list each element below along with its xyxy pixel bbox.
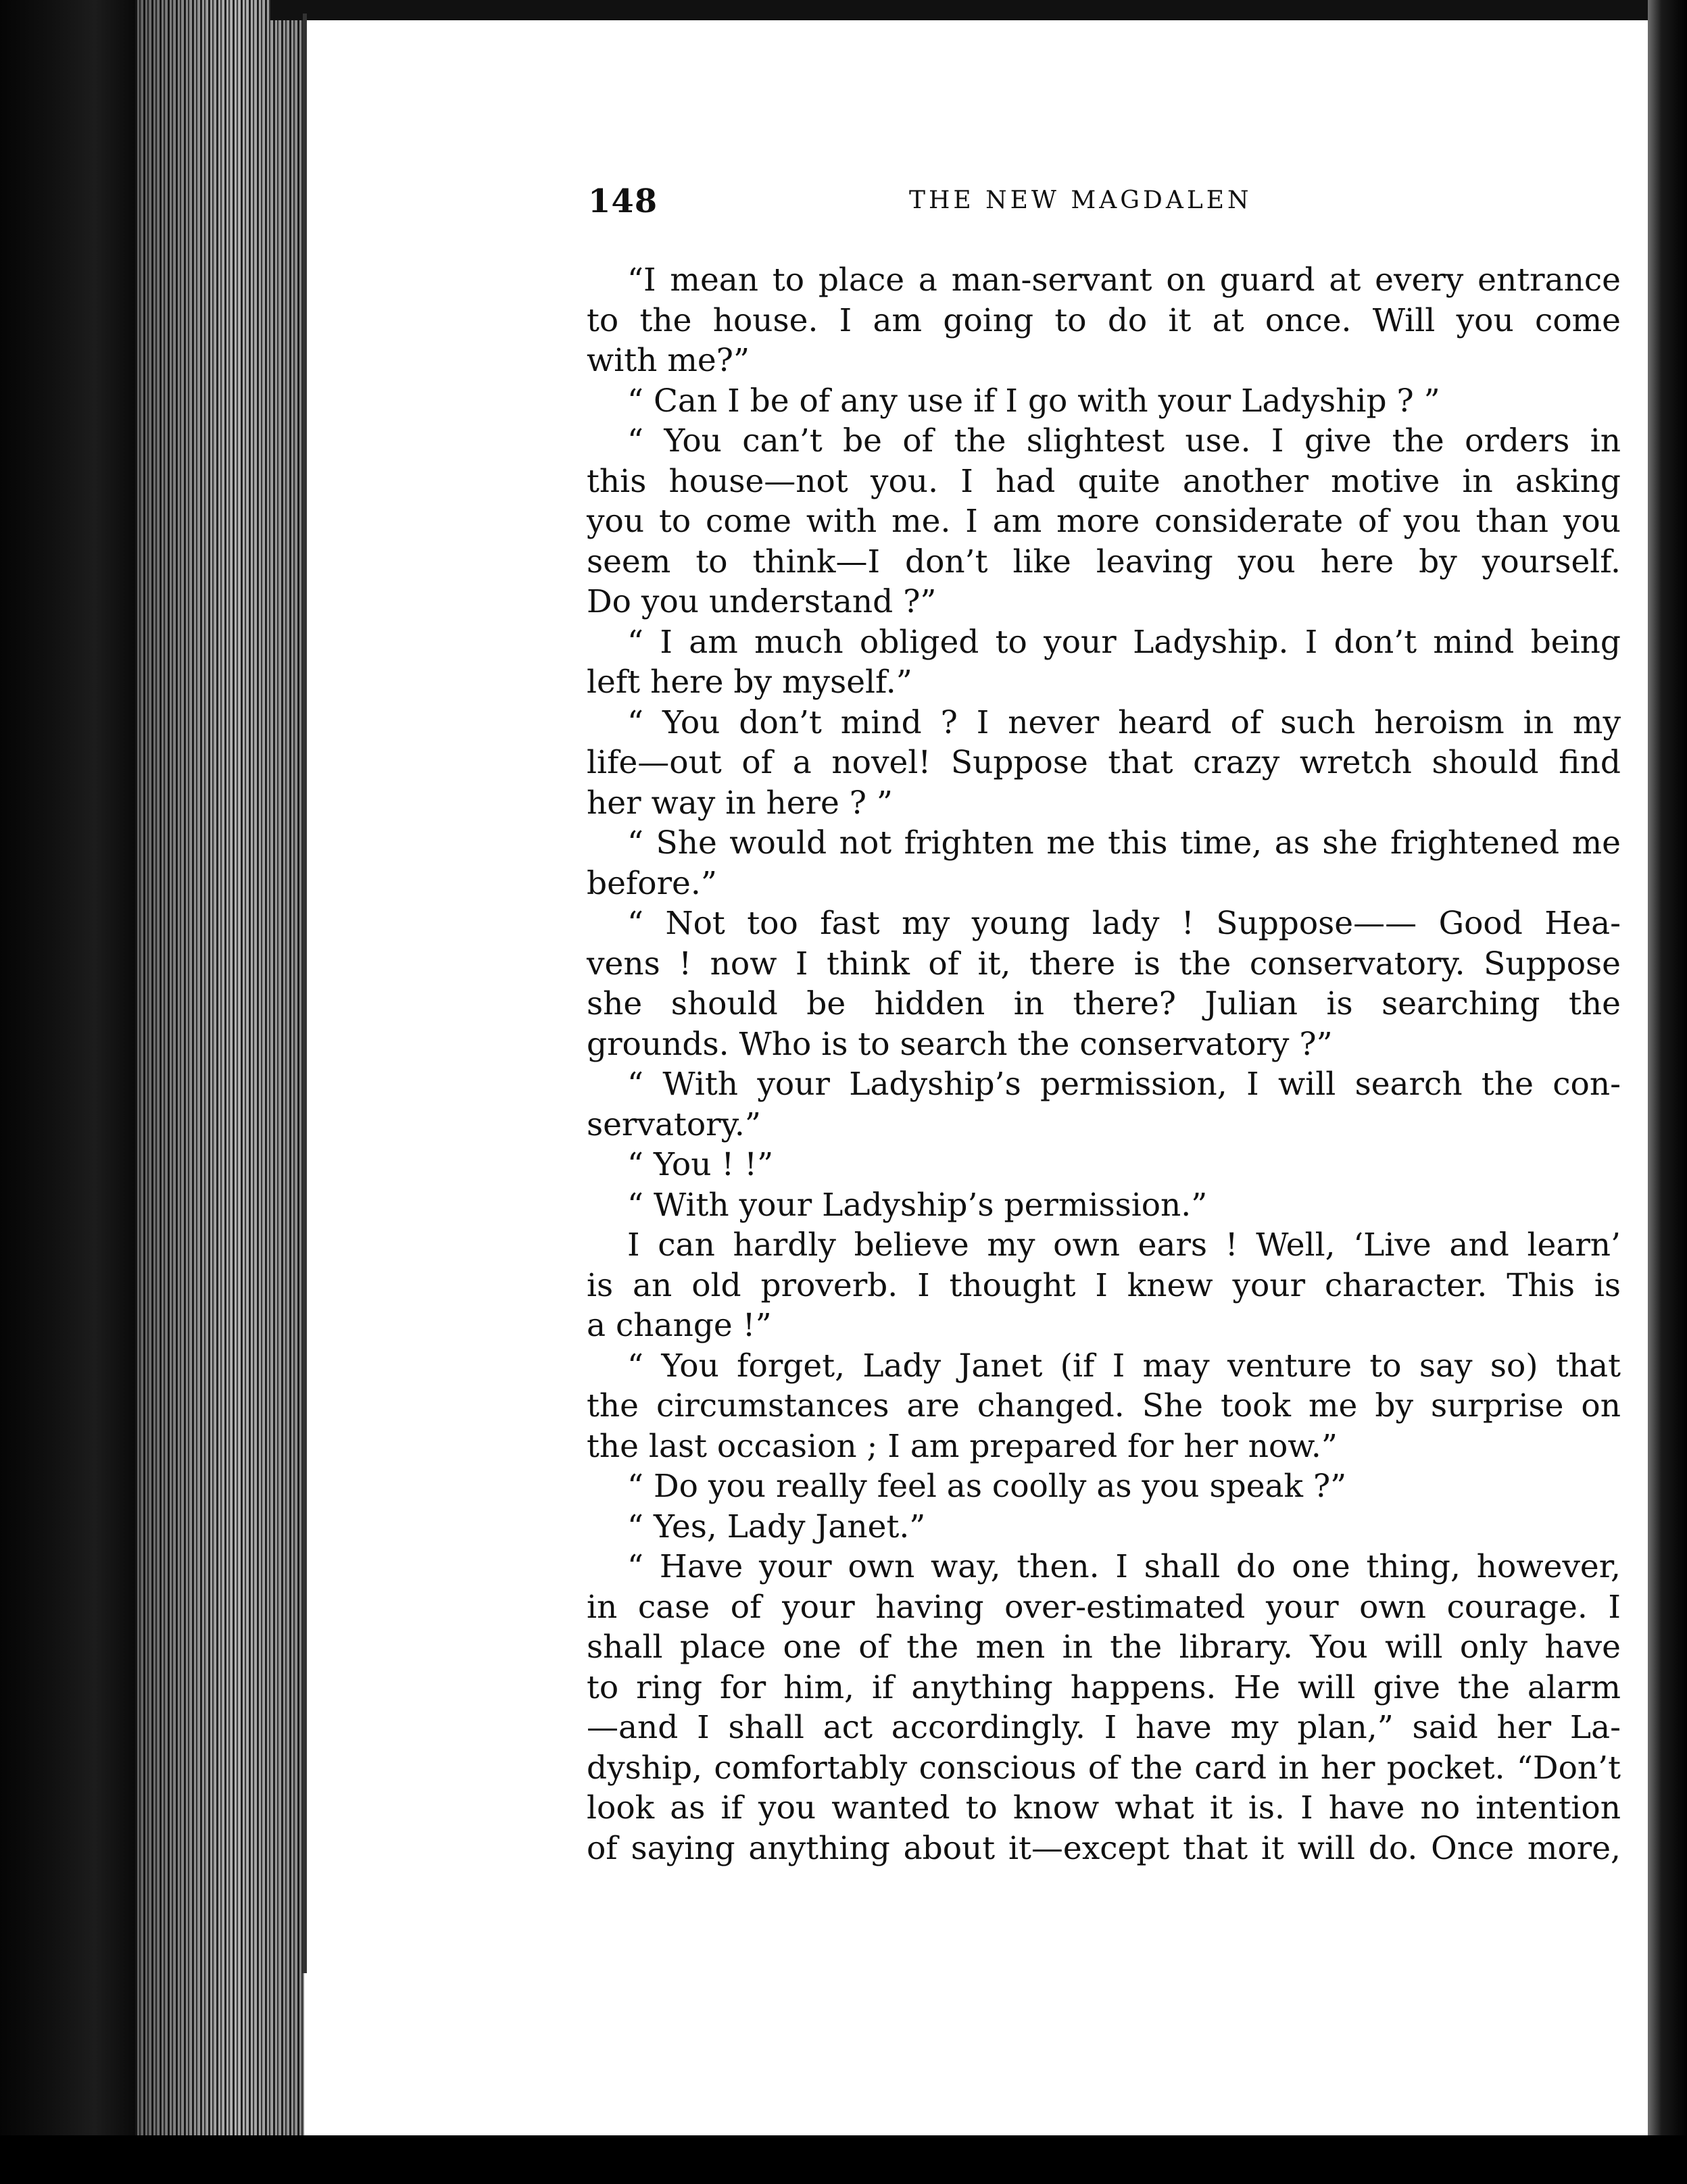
text-line: the last occasion ; I am prepared for her now.” [587,1427,1338,1465]
right-border [1648,0,1687,2184]
text-line: grounds. Who is to search the conservatory ?” [587,1025,1333,1063]
text-line: a change !” [587,1307,772,1344]
text-line: “ Yes, Lady Janet.” [627,1508,926,1545]
text-line: “ You forget, Lady Janet (if I may venture to say so) that [627,1347,1621,1385]
text-line: —and I shall act accordingly. I have my plan,” said her La- [587,1709,1621,1746]
text-line: you to come with me. I am more considerate of you than you [587,503,1621,540]
page-number: 148 [588,182,658,220]
text-line: with me?” [587,342,750,379]
text-line: “ I am much obliged to your Ladyship. I don’t mind being [627,623,1621,661]
text-line: left here by myself.” [587,664,912,701]
text-line: “ Can I be of any use if I go with your Ladyship ? ” [627,382,1440,420]
text-line: the circumstances are changed. She took me by surprise on [587,1387,1621,1424]
text-line: “ You can’t be of the slightest use. I give the orders in [627,422,1621,460]
page-header [588,182,1615,226]
text-line: “ With your Ladyship’s permission, I will search the con- [627,1066,1621,1103]
body-text [587,260,1621,1868]
text-line: “ She would not frighten me this time, as she frightened me [627,824,1621,862]
page-gutter [303,14,307,1973]
text-line: “ You don’t mind ? I never heard of such heroism in my [627,703,1621,741]
text-line: before.” [587,864,717,902]
text-line: seem to think—I don’t like leaving you here by yourself. [587,543,1621,580]
text-line: her way in here ? ” [587,784,893,822]
text-line: “ With your Ladyship’s permission.” [627,1186,1208,1224]
text-line: is an old proverb. I thought I knew your character. This is [587,1266,1621,1304]
book-cover-edge [0,0,135,2184]
text-line: she should be hidden in there? Julian is searching the [587,985,1621,1022]
text-line: “ Not too fast my young lady ! Suppose—— Good Hea- [627,905,1621,942]
text-line: I can hardly believe my own ears ! Well, ‘Live and learn’ [627,1226,1621,1264]
text-line: in case of your having over-estimated your own courage. I [587,1588,1621,1626]
page-stack-shadow [135,0,304,2184]
text-line: to the house. I am going to do it at once. Will you come [587,301,1621,339]
text-line: “I mean to place a man-servant on guard at every entrance [627,262,1621,299]
text-line: Do you understand ?” [587,583,937,620]
running-title: THE NEW MAGDALEN [909,187,1252,214]
text-line: dyship, comfortably conscious of the card in her pocket. “Don’t [587,1749,1621,1787]
text-line: this house—not you. I had quite another motive in asking [587,462,1621,500]
text-line: vens ! now I think of it, there is the conservatory. Suppose [587,945,1621,983]
text-line: shall place one of the men in the library. You will only have [587,1629,1621,1666]
bottom-border [0,2135,1687,2184]
text-line: “ You ! !” [627,1146,774,1183]
top-border [270,0,1687,20]
text-line: “ Have your own way, then. I shall do one thing, however, [627,1548,1621,1585]
text-line: to ring for him, if anything happens. He will give the alarm [587,1668,1621,1706]
text-line: life—out of a novel! Suppose that crazy wretch should find [587,744,1621,781]
text-line: of saying anything about it—except that it will do. Once more, [587,1829,1621,1867]
text-line: servatory.” [587,1106,761,1143]
text-line: look as if you wanted to know what it is. I have no intention [587,1789,1621,1827]
text-line: “ Do you really feel as coolly as you speak ?” [627,1468,1347,1505]
